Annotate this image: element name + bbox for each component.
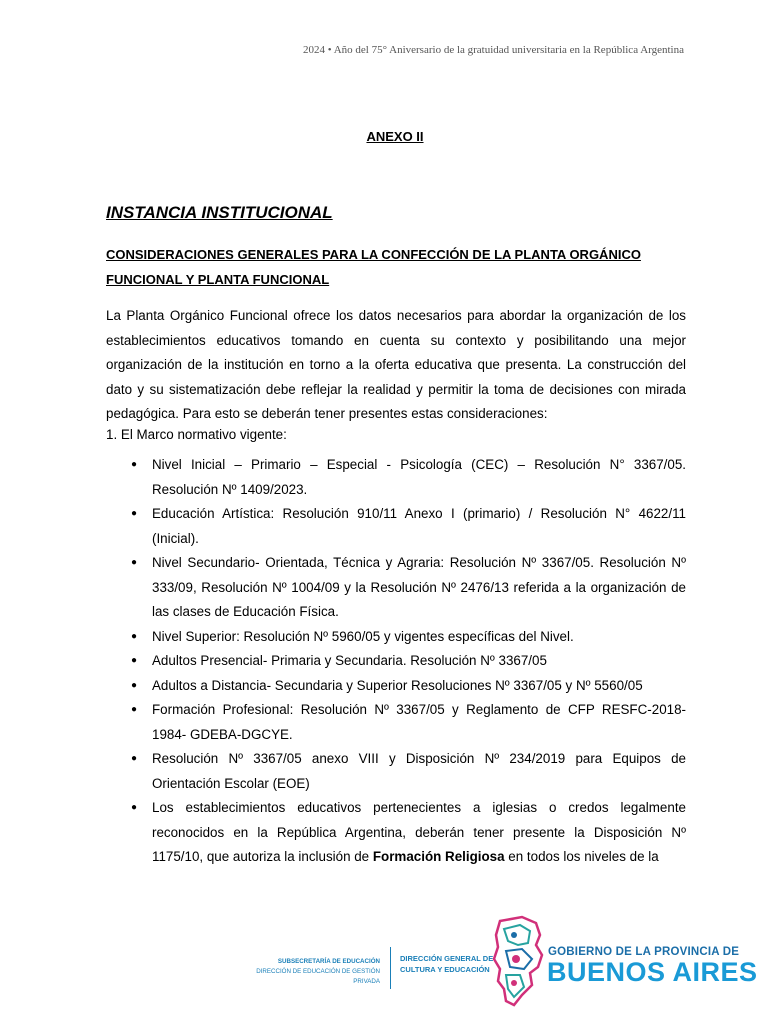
- buenos-aires-wordmark: BUENOS AIRES: [547, 957, 758, 987]
- list-item-text: Los establecimientos educativos pertenecientes a iglesias o credos legalmente reconocidos en la República Argentina, deberán tener presente la Disposición Nº 1175/10, que autoriza la inclusión de: [152, 800, 686, 864]
- list-item-text: Nivel Superior: Resolución Nº 5960/05 y vigentes específicas del Nivel.: [152, 628, 574, 644]
- bold-term: Formación Religiosa: [372, 849, 505, 864]
- list-item: [0, 453, 686, 502]
- list-item-text: Nivel Inicial – Primario – Especial - Psicología (CEC) – Resolución N° 3367/05. Resolución Nº 1409/2023.: [152, 457, 686, 497]
- bullet-icon: ●: [131, 459, 138, 470]
- bullet-icon: ●: [131, 630, 138, 642]
- direccion-general-line1: DIRECCIÓN GENERAL DE: [400, 954, 494, 963]
- bullet-icon: ●: [131, 655, 138, 666]
- list-heading: 1. El Marco normativo vigente:: [106, 427, 287, 442]
- regulation-list: [0, 453, 768, 870]
- bullet-icon: ●: [131, 753, 138, 764]
- direccion-privada-label: DIRECCIÓN DE EDUCACIÓN DE GESTIÓN PRIVADA: [256, 968, 380, 985]
- footer-divider: [390, 947, 391, 989]
- footer-direccion-general: [400, 953, 493, 975]
- gobierno-label: GOBIERNO DE LA PROVINCIA DE: [548, 946, 740, 958]
- list-item: [0, 698, 686, 747]
- list-item-text: Formación Profesional: Resolución Nº 3367/05 y Reglamento de CFP RESFC-2018-1984- GDEBA-DGCYE.: [152, 702, 686, 742]
- list-item: [0, 747, 686, 796]
- bullet-icon: ●: [131, 508, 138, 519]
- annex-title: ANEXO II: [366, 129, 424, 144]
- list-item-text: Adultos Presencial- Primaria y Secundaria. Resolución Nº 3367/05: [152, 653, 547, 668]
- list-item: [0, 502, 686, 551]
- list-item: [0, 649, 686, 674]
- subsecretaria-label: SUBSECRETARÍA DE EDUCACIÓN: [277, 958, 380, 965]
- instancia-heading: INSTANCIA INSTITUCIONAL: [106, 203, 333, 222]
- bullet-icon: ●: [131, 679, 138, 691]
- list-item-text: Educación Artística: Resolución 910/11 Anexo I (primario) / Resolución N° 4622/11 (Inicial).: [152, 506, 686, 546]
- footer-subsecretaria: [230, 957, 380, 987]
- intro-paragraph: La Planta Orgánico Funcional ofrece los datos necesarios para abordar la organización de los establecimientos educativos tomando en cuenta su contexto y posibilitando una mejor organización de la institución en torno a la oferta educativa que presenta. La construcción del dato y su sistematización debe reflejar la realidad y permitir la toma de decisiones con mirada pedagógica. Para esto se deberán tener presentes estas consideraciones:: [106, 308, 686, 421]
- page-header: 2024 • Año del 75° Aniversario de la gratuidad universitaria en la República Argentina: [302, 44, 684, 56]
- list-item: [0, 625, 686, 650]
- list-item-text: Resolución Nº 3367/05 anexo VIII y Disposición Nº 234/2019 para Equipos de Orientación Escolar (EOE): [152, 751, 686, 791]
- list-item: [0, 551, 686, 625]
- direccion-general-line2: CULTURA Y EDUCACIÓN: [400, 965, 490, 974]
- page-footer: [0, 915, 768, 1015]
- list-item: [0, 674, 686, 699]
- province-map-logo-icon: [492, 915, 544, 1007]
- section-title: CONSIDERACIONES GENERALES PARA LA CONFECCIÓN DE LA PLANTA ORGÁNICO FUNCIONAL Y PLANTA FUNCIONAL: [106, 247, 641, 287]
- list-item-text: Nivel Secundario- Orientada, Técnica y Agraria: Resolución Nº 3367/05. Resolución Nº 333/09, Resolución Nº 1004/09 y la Resolución Nº 2476/13 referida a la organización de las clases de Educación Física.: [152, 555, 686, 619]
- list-item-text: Adultos a Distancia- Secundaria y Superior Resoluciones Nº 3367/05 y Nº 5560/05: [152, 677, 643, 693]
- bullet-icon: ●: [131, 802, 138, 813]
- list-item: [0, 796, 686, 870]
- bullet-icon: ●: [131, 704, 138, 715]
- list-item-text: en todos los niveles de la: [504, 849, 659, 864]
- bullet-icon: ●: [131, 557, 138, 568]
